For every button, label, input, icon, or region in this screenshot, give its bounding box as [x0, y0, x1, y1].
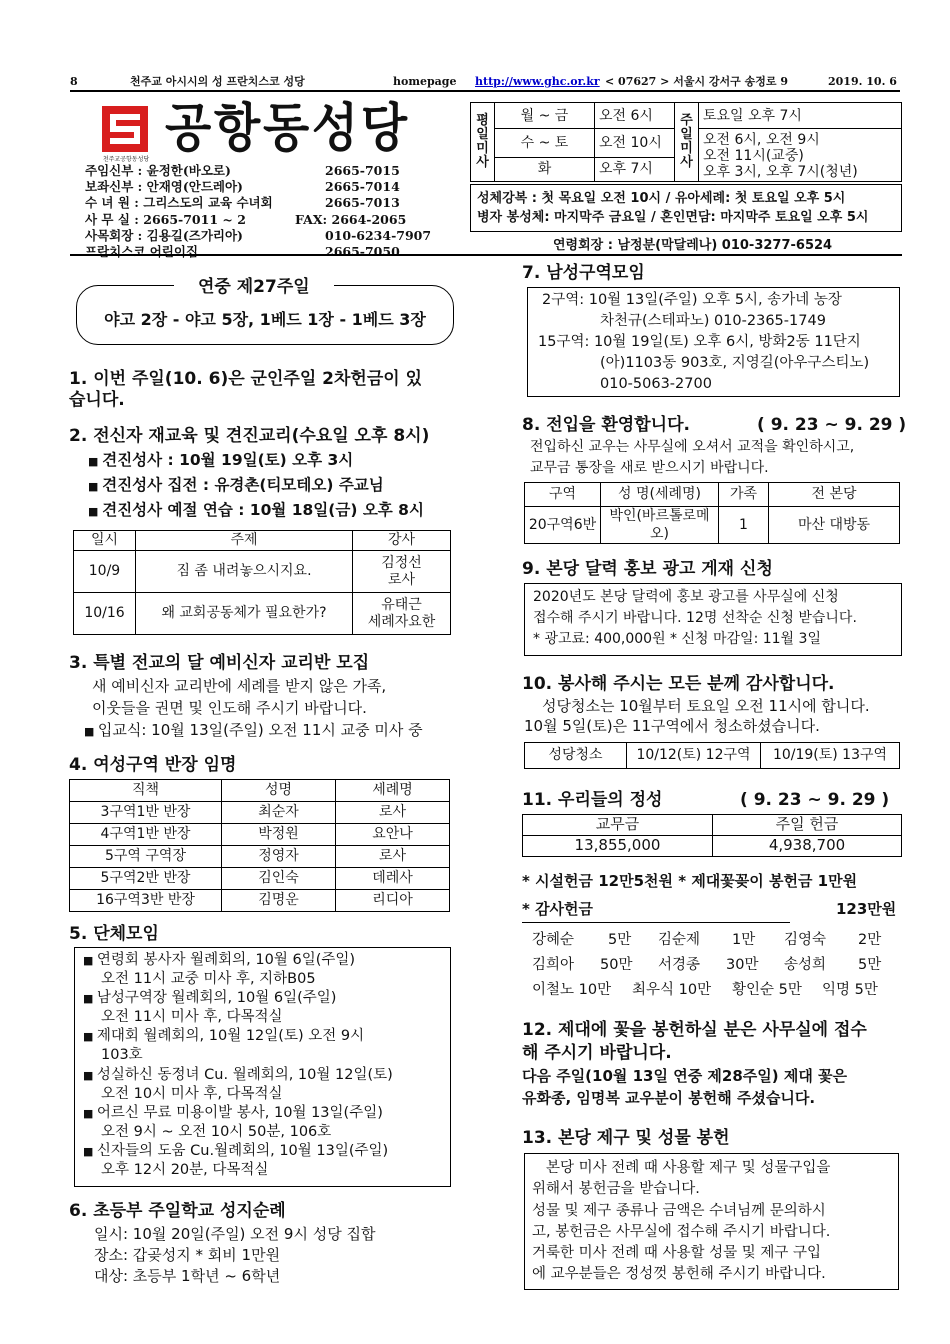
section-10-title: 10. 봉사해 주시는 모든 분께 감사합니다. [522, 674, 835, 694]
s9-line: 접수해 주시기 바랍니다. 12명 선착순 신청 받습니다. [533, 610, 857, 626]
section-8-period: ( 9. 23 ~ 9. 29 ) [757, 415, 907, 435]
men-district-box [527, 287, 900, 397]
s2-item: ■ 견진성사 집전 : 유경촌(티모테오) 주교님 [88, 475, 384, 495]
table-header: 성명 [222, 780, 336, 802]
s12-text: 유화종, 임명복 교우분이 봉헌해 주셨습니다. [522, 1089, 816, 1107]
mass-time: 오후 7시 [595, 157, 675, 181]
newcomers-table [524, 482, 900, 544]
table-header: 구역 [525, 483, 601, 507]
s7-line: 차천규(스테파노) 010-2365-1749 [600, 313, 826, 329]
staff-row: 보좌신부 : 안재영(안드레아) 2665-7014 [85, 179, 400, 195]
s8-text: 교무금 통장을 새로 받으시기 바랍니다. [530, 460, 769, 476]
s6-text: 대상: 초등부 1학년 ~ 6학년 [94, 1267, 281, 1285]
section-7-title: 7. 남성구역모임 [522, 263, 645, 283]
s7-line: 15구역: 10월 19일(토) 오후 6시, 방화2동 11단지 [538, 334, 861, 350]
table-header: 전 본당 [769, 483, 900, 507]
section-1-title-cont: 습니다. [69, 390, 125, 410]
church-title: 공항동성당 [165, 99, 410, 159]
meeting-item: ■ 제대회 월례회의, 10월 12일(토) 오전 9시 [83, 1027, 450, 1046]
section-8-title: 8. 전입을 환영합니다. [522, 415, 690, 435]
table-row: 4구역1반 반장 박정원 요안나 [70, 824, 450, 846]
thanks-underline [522, 922, 790, 923]
meeting-detail: 오후 12시 20분, 다목적실 [101, 1162, 269, 1179]
mass-day: 월 ~ 금 [495, 103, 595, 129]
leaders-table [69, 779, 450, 912]
table-row: 5구역2반 반장 김인숙 데레사 [70, 868, 450, 890]
table-row: 3구역1반 반장 최순자 로사 [70, 802, 450, 824]
section-13-title: 13. 본당 제구 및 성물 봉헌 [522, 1128, 730, 1148]
table-row: 성당청소 10/12(토) 12구역 10/19(토) 13구역 [525, 743, 900, 769]
meeting-item: ■ 성실하신 동정녀 Cu. 월례회의, 10월 12일(토) [83, 1066, 450, 1085]
church-logo-icon [100, 104, 150, 154]
mass-schedule-table [470, 102, 902, 182]
s9-line: 2020년도 본당 달력에 홍보 광고를 사무실에 신청 [533, 589, 839, 605]
offerings-table [522, 814, 902, 857]
section-4-title: 4. 여성구역 반장 임명 [69, 755, 237, 775]
table-row: 13,855,000 4,938,700 [523, 836, 902, 857]
sacraments-line: 병자 봉성체: 마지막주 금요일 / 혼인면담: 마지막주 토요일 오후 5시 [477, 210, 869, 225]
s12-text: 다음 주일(10월 13일 연중 제28주일) 제대 꽃은 [522, 1067, 848, 1085]
page-number: 8 [70, 75, 78, 88]
meeting-item: ■ 연령회 봉사자 월례회의, 10월 6일(주일) [83, 951, 450, 970]
section-1-title: 1. 이번 주일(10. 6)은 군인주일 2차헌금이 있 [69, 369, 423, 389]
s13-line: 본당 미사 전례 때 사용할 제구 및 성물구입을 [546, 1160, 831, 1176]
funeral-society-president: 연령회장 : 남정분(막달레나) 010-3277-6524 [553, 238, 833, 253]
divider [70, 254, 902, 256]
section-3-title: 3. 특별 전교의 달 예비신자 교리반 모집 [69, 653, 370, 673]
table-row: 10/16 왜 교회공동체가 필요한가? 유태근 세례자요한 [74, 593, 451, 635]
s13-line: 거룩한 미사 전례 때 사용할 성물 및 제구 구입 [532, 1245, 821, 1262]
staff-row: 수 녀 원 : 그리스도의 교육 수녀회 2665-7013 [85, 195, 400, 211]
s7-line: (아)1103동 903호, 지영길(아우구스티노) [600, 355, 870, 371]
meeting-item: ■ 남성구역장 월례회의, 10월 6일(주일) [83, 989, 450, 1008]
mass-day: 화 [495, 157, 595, 181]
logo-caption: 천주교공항동성당 [102, 156, 150, 163]
s2-item: ■ 견진성사 : 10월 19일(토) 오후 3시 [88, 450, 353, 470]
s10-text: 10월 5일(토)은 11구역에서 청소하셨습니다. [524, 717, 820, 735]
s3-text: ■ 입교식: 10월 13일(주일) 오전 11시 교중 미사 중 [84, 721, 423, 741]
calendar-ad-box [524, 583, 902, 656]
homepage-link[interactable]: http://www.ghc.or.kr [475, 75, 600, 88]
table-header: 성 명(세례명) [601, 483, 719, 507]
staff-row: 주임신부 : 윤정한(바오로) 2665-7015 [85, 163, 400, 178]
cleaning-table [524, 742, 900, 769]
sacraments-box [470, 184, 902, 232]
meeting-detail: 오전 9시 ~ 오전 10시 50분, 106호 [101, 1123, 332, 1140]
table-header: 가족 [719, 483, 769, 507]
readings: 야고 2장 - 야고 5장, 1베드 1장 - 1베드 3장 [104, 310, 426, 329]
meeting-detail: 오전 11시 미사 후, 다목적실 [101, 1009, 283, 1026]
sunday-title: 연중 제27주일 [174, 276, 334, 298]
table-header: 직책 [70, 780, 222, 802]
table-header: 세례명 [336, 780, 450, 802]
s13-line: 에 교우분들은 정성껏 봉헌해 주시기 바랍니다. [532, 1266, 826, 1283]
sunday-mass-time: 오전 6시, 오전 9시 [703, 132, 820, 149]
thanks-label: * 감사헌금 [522, 900, 594, 918]
s6-text: 일시: 10월 20일(주일) 오전 9시 성당 집합 [94, 1225, 376, 1243]
meeting-detail: 오전 11시 교중 미사 후, 지하B05 [101, 971, 316, 988]
staff-row: 프란치스코 어린이집 2665-7050 [85, 243, 400, 259]
s11-extra: * 시설헌금 12만5천원 * 제대꽃꽂이 봉헌금 1만원 [522, 872, 858, 890]
section-11-period: ( 9. 23 ~ 9. 29 ) [740, 790, 890, 810]
section-9-title: 9. 본당 달력 홍보 광고 게재 신청 [522, 559, 773, 579]
table-row: 10/9 짐 좀 내려놓으시지요. 김정선 로사 [74, 551, 451, 593]
s3-text: 새 예비신자 교리반에 세례를 받지 않은 가족, [92, 677, 387, 695]
offerings-goods-box [524, 1153, 899, 1290]
mass-day: 수 ~ 토 [495, 129, 595, 157]
parish-full-name: 천주교 아시시의 성 프란치스코 성당 [130, 75, 305, 88]
meeting-item: ■ 어르신 무료 미용이발 봉사, 10월 13일(주일) [83, 1104, 450, 1123]
table-header: 일시 [74, 531, 136, 551]
staff-row: 사 무 실 : 2665-7011 ~ 2 FAX: 2664-2065 [85, 211, 407, 227]
table-header: 주일 헌금 [713, 815, 902, 836]
section-12-title-cont: 해 주시기 바랍니다. [522, 1043, 672, 1063]
s13-line: 성물 및 제구 종류나 금액은 수녀님께 문의하시 [532, 1202, 826, 1219]
address: < 07627 > 서울시 강서구 송정로 9 [605, 75, 788, 88]
s2-item: ■ 견진성사 예절 연습 : 10월 18일(금) 오후 8시 [88, 500, 424, 520]
meetings-box [74, 947, 451, 1187]
s10-text: 성당청소는 10월부터 토요일 오전 11시에 합니다. [542, 697, 870, 715]
mass-time: 오전 6시 [595, 103, 675, 129]
homepage-label: homepage [393, 75, 457, 88]
section-2-title: 2. 전신자 재교육 및 견진교리(수요일 오후 8시) [69, 426, 430, 446]
sunday-mass-time: 토요일 오후 7시 [699, 103, 902, 129]
table-header: 강사 [353, 531, 451, 551]
s6-text: 장소: 갑곶성지 * 회비 1만원 [94, 1246, 281, 1264]
sunday-mass-label: 주일미사 [675, 103, 699, 182]
table-row: 20구역6반 박인(바르톨로메오) 1 마산 대방동 [525, 507, 900, 544]
table-row: 5구역 구역장 정영자 로사 [70, 846, 450, 868]
section-6-title: 6. 초등부 주일학교 성지순례 [69, 1201, 286, 1221]
staff-list [85, 163, 460, 260]
table-header: 교무금 [523, 815, 713, 836]
staff-row: 사목회장 : 김용길(즈가리아) 010-6234-7907 [85, 227, 432, 243]
s13-line: 위해서 봉헌금을 받습니다. [532, 1181, 700, 1198]
issue-date: 2019. 10. 6 [828, 75, 897, 88]
s7-line: 2구역: 10월 13일(주일) 오후 5시, 송가네 농장 [542, 292, 842, 308]
meeting-detail: 오전 10시 미사 후, 다목적실 [101, 1085, 283, 1102]
sunday-mass-time: 오전 11시(교중) [703, 148, 804, 165]
page-header [70, 74, 900, 92]
meeting-detail: 103호 [101, 1047, 143, 1064]
s3-text: 이웃들을 권면 및 인도해 주시기 바랍니다. [92, 699, 367, 717]
s8-text: 전입하신 교우는 사무실에 오셔서 교적을 확인하시고, [530, 439, 855, 455]
sacraments-line: 성체강복 : 첫 목요일 오전 10시 / 유아세례: 첫 토요일 오후 5시 [477, 191, 846, 206]
mass-time: 오전 10시 [595, 129, 675, 157]
s7-line: 010-5063-2700 [600, 376, 712, 392]
table-header: 주제 [136, 531, 353, 551]
table-row: 16구역3반 반장 김명운 리디아 [70, 890, 450, 912]
section-12-title: 12. 제대에 꽃을 봉헌하실 분은 사무실에 접수 [522, 1020, 867, 1040]
weekday-mass-label: 평일미사 [471, 103, 495, 182]
s9-line: * 광고료: 400,000원 * 신청 마감일: 11월 3일 [533, 631, 821, 647]
section-11-title: 11. 우리들의 정성 [522, 790, 663, 810]
sunday-mass-time: 오후 3시, 오후 7시(청년) [703, 164, 858, 181]
s13-line: 고, 봉헌금은 사무실에 접수해 주시기 바랍니다. [532, 1223, 831, 1240]
education-table [73, 530, 451, 635]
section-5-title: 5. 단체모임 [69, 924, 159, 944]
meeting-item: ■ 신자들의 도움 Cu.월례회의, 10월 13일(주일) [83, 1142, 450, 1161]
thanks-total: 123만원 [836, 900, 897, 918]
